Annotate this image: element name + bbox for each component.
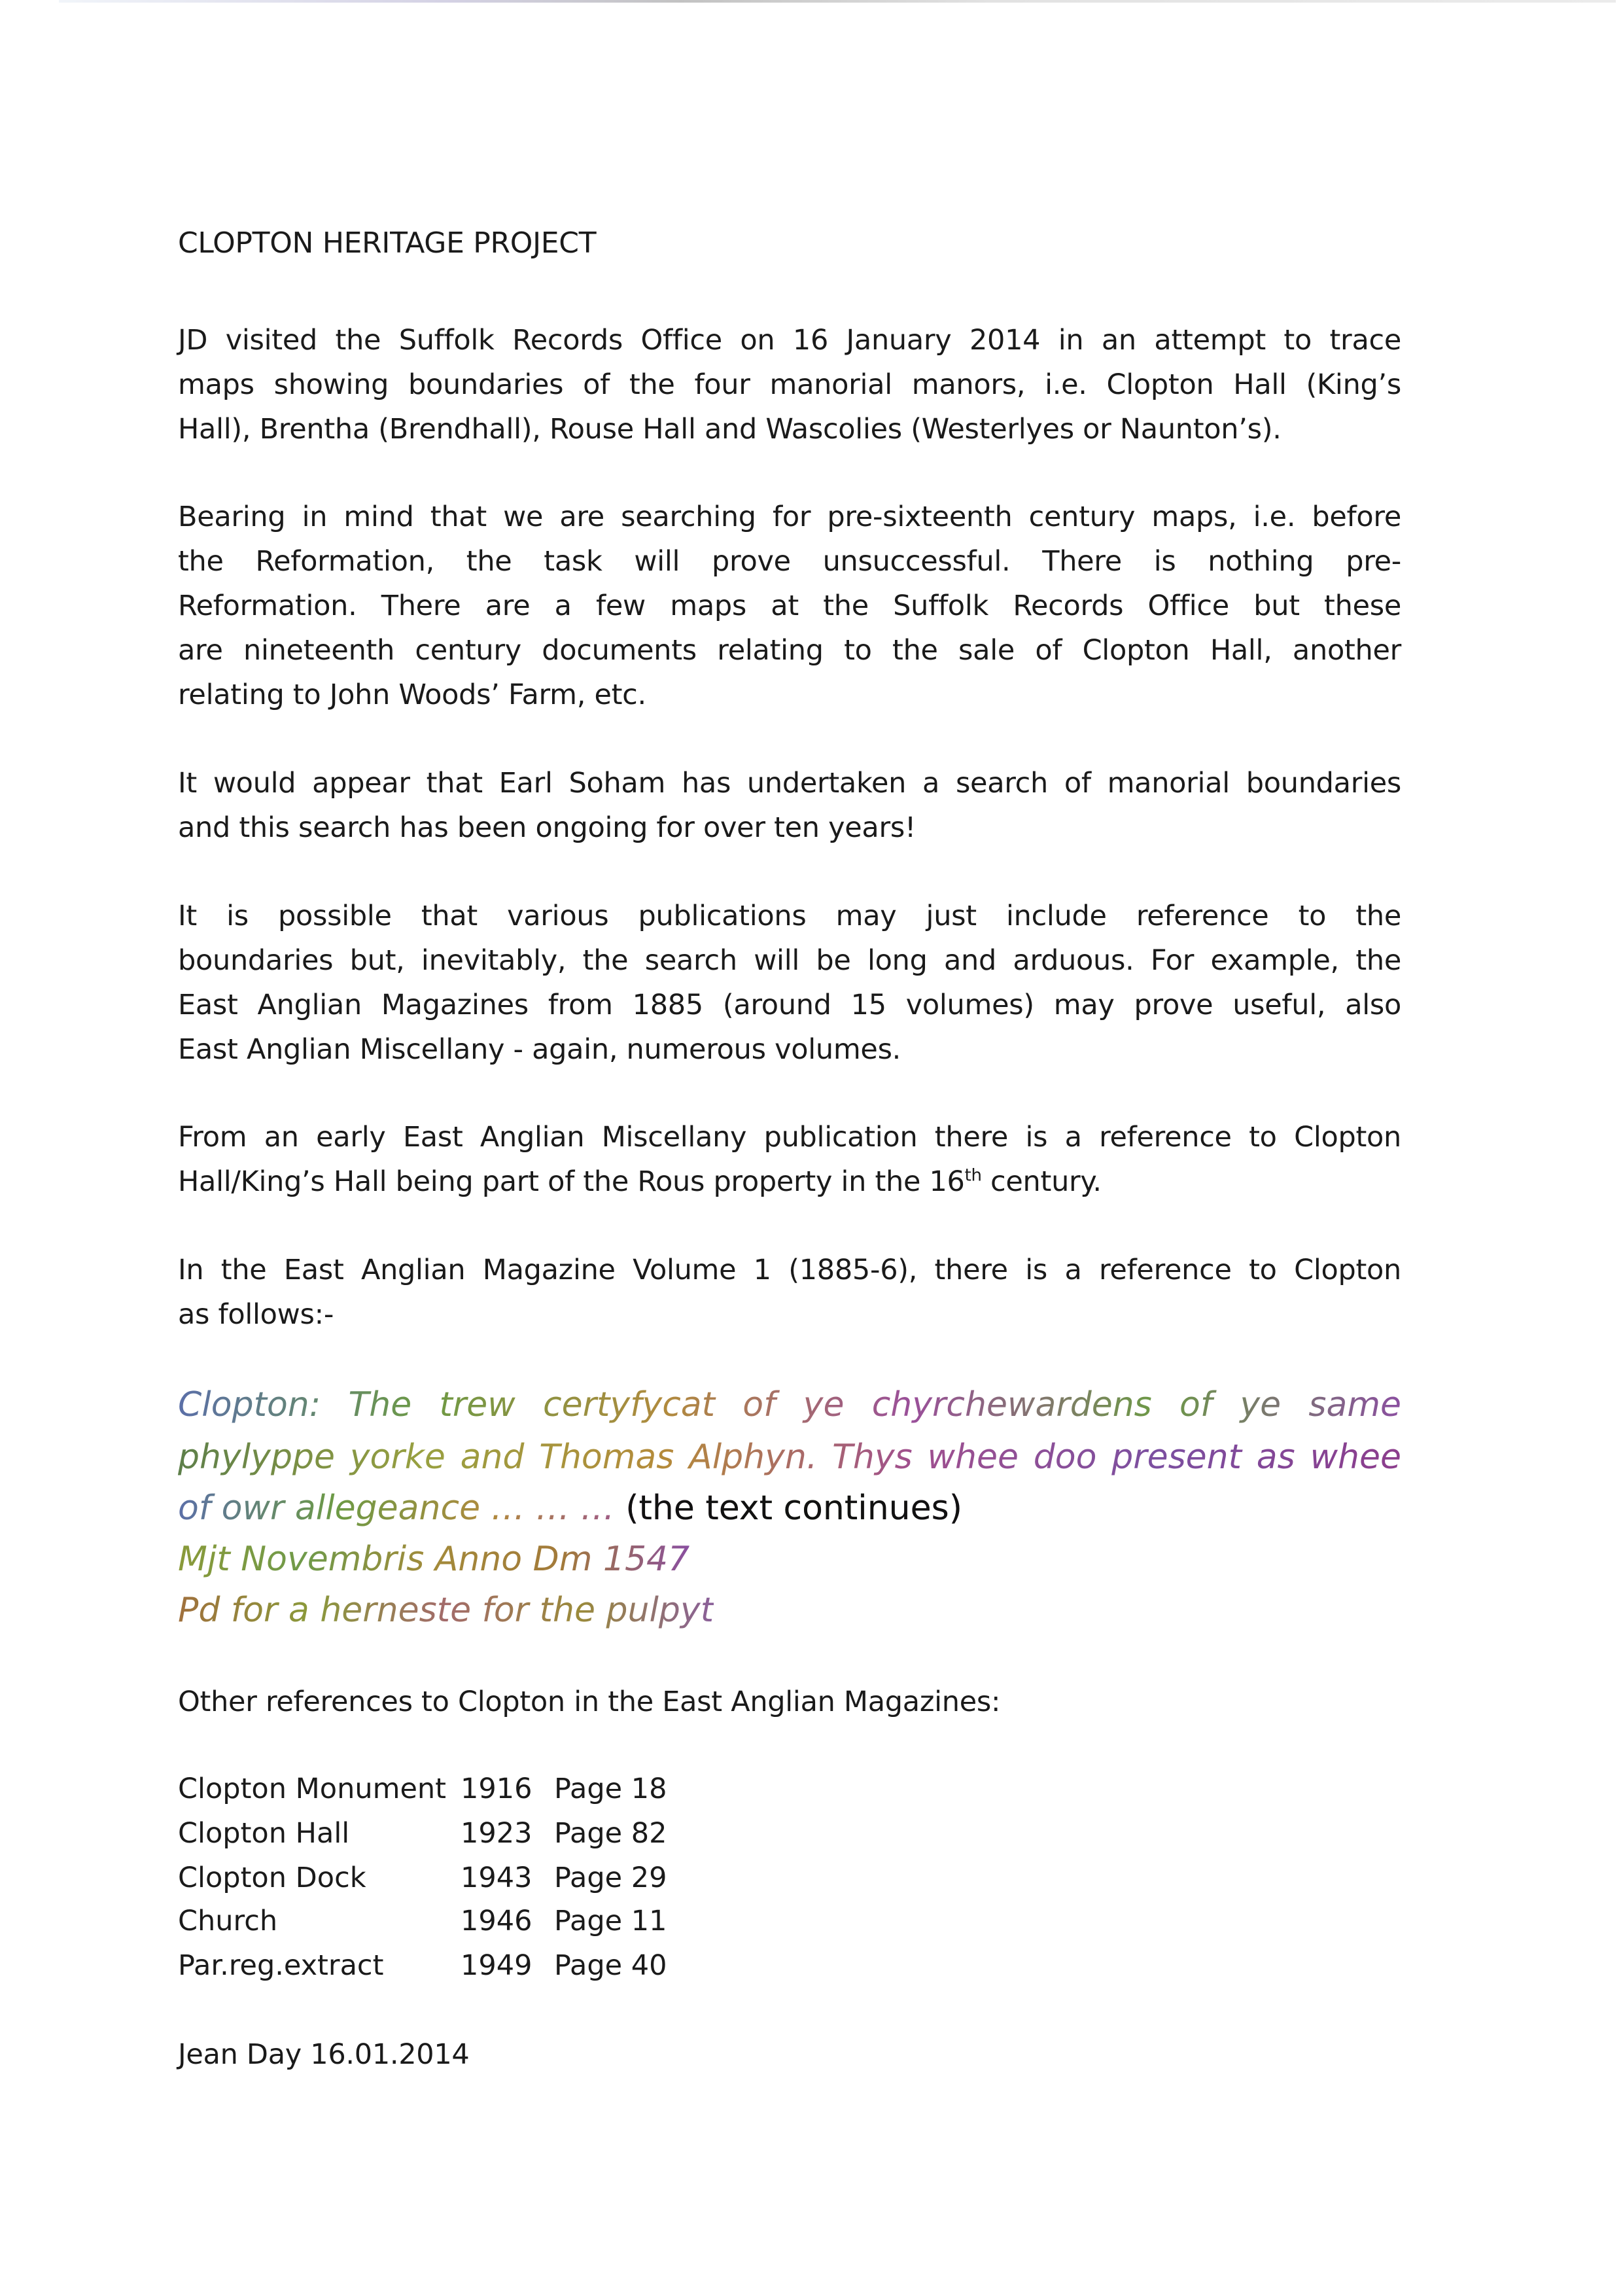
paragraph-3-line-2: and this search has been ongoing for over ten years! (178, 811, 916, 844)
paragraph-2-line-5: relating to John Woods’ Farm, etc. (178, 679, 646, 711)
paragraph-2-line-3: Reformation. There are a few maps at the Suffolk Records Office but these (178, 590, 1401, 622)
paragraph-5-text-end: century. (981, 1165, 1102, 1198)
paragraph-6-line-2: as follows:- (178, 1298, 334, 1331)
quote-line-2: phylyppe yorke and Thomas Alphyn. Thys whee doo present as whee (178, 1431, 1401, 1483)
reference-year: 1946 (461, 1905, 532, 1937)
text-continues-note: (the text continues) (625, 1489, 962, 1528)
quote-line-5: Pd for a herneste for the pulpyt (178, 1584, 714, 1636)
paragraph-4-line-3: East Anglian Magazines from 1885 (around 15 volumes) may prove useful, also (178, 989, 1401, 1021)
reference-page: Page 29 (554, 1862, 667, 1894)
reference-name: Clopton Monument (178, 1773, 447, 1805)
reference-page: Page 82 (554, 1817, 667, 1850)
paragraph-1-line-1: JD visited the Suffolk Records Office on 16 January 2014 in an attempt to trace (178, 324, 1401, 357)
paragraph-5-line-2 (178, 1159, 1102, 1204)
paragraph-4-line-2: boundaries but, inevitably, the search will be long and arduous. For example, the (178, 944, 1401, 977)
reference-year: 1943 (461, 1862, 532, 1894)
reference-page: Page 40 (554, 1949, 667, 1982)
reference-name: Church (178, 1905, 278, 1937)
other-references-heading: Other references to Clopton in the East Anglian Magazines: (178, 1686, 1001, 1718)
paragraph-1-line-2: maps showing boundaries of the four manorial manors, i.e. Clopton Hall (King’s (178, 368, 1401, 401)
paragraph-5-line-1: From an early East Anglian Miscellany publication there is a reference to Clopton (178, 1121, 1401, 1154)
reference-year: 1916 (461, 1773, 532, 1805)
paragraph-5-text: Hall/King’s Hall being part of the Rous property in the 16 (178, 1165, 965, 1198)
paragraph-2-line-4: are nineteenth century documents relating to the sale of Clopton Hall, another (178, 634, 1401, 667)
quote-line-4: Mjt Novembris Anno Dm 1547 (178, 1533, 689, 1585)
paragraph-3-line-1: It would appear that Earl Soham has undertaken a search of manorial boundaries (178, 767, 1401, 800)
quote-line-3-text: of owr allegeance … … … (178, 1489, 626, 1528)
reference-year: 1949 (461, 1949, 532, 1982)
reference-name: Clopton Hall (178, 1817, 350, 1850)
quote-line-1: Clopton: The trew certyfycat of ye chyrchewardens of ye same (178, 1379, 1401, 1431)
reference-year: 1923 (461, 1817, 532, 1850)
paragraph-2-line-2: the Reformation, the task will prove unsuccessful. There is nothing pre- (178, 545, 1401, 578)
scan-edge (59, 0, 1616, 3)
paragraph-2-line-1: Bearing in mind that we are searching for pre-sixteenth century maps, i.e. before (178, 501, 1401, 533)
signature-line: Jean Day 16.01.2014 (178, 2038, 470, 2071)
reference-name: Par.reg.extract (178, 1949, 384, 1982)
reference-page: Page 18 (554, 1773, 667, 1805)
quote-line-3 (178, 1482, 962, 1534)
paragraph-4-line-4: East Anglian Miscellany - again, numerous volumes. (178, 1033, 901, 1066)
document-title: CLOPTON HERITAGE PROJECT (178, 226, 597, 260)
superscript-th: th (964, 1165, 982, 1186)
reference-name: Clopton Dock (178, 1862, 366, 1894)
paragraph-4-line-1: It is possible that various publications may just include reference to the (178, 900, 1401, 932)
paragraph-6-line-1: In the East Anglian Magazine Volume 1 (1885-6), there is a reference to Clopton (178, 1254, 1401, 1286)
reference-page: Page 11 (554, 1905, 667, 1937)
paragraph-1-line-3: Hall), Brentha (Brendhall), Rouse Hall and Wascolies (Westerlyes or Naunton’s). (178, 413, 1282, 446)
